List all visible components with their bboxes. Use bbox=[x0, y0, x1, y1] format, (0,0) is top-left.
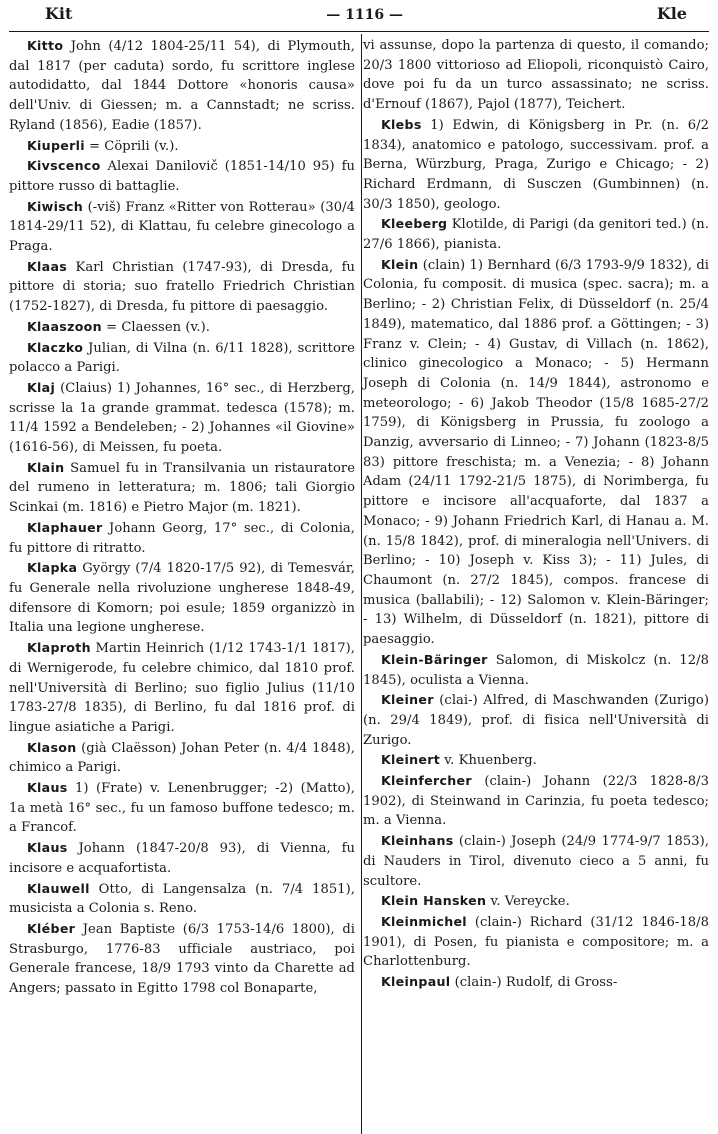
entry-text: (Claius) 1) Johannes, 16° sec., di Herzberg, scrisse la 1a grande grammat. tedesca (1578); m. 11/4 1592 a Bendeleben; - 2) Johannes «il Giovine» (1616-56), di Meissen, fu poeta. bbox=[9, 380, 355, 456]
entry-headword: Kiuperli bbox=[27, 137, 85, 153]
dictionary-entry bbox=[9, 738, 355, 778]
entry-headword: Klein-Bäringer bbox=[381, 651, 488, 667]
header-right-guide-word: Kle bbox=[656, 4, 687, 23]
entry-text: Samuel fu in Transilvania un ristauratore del rumeno in letteratura; m. 1806; tali Giorgio Scinkai (m. 1816) e Pietro Major (m. 1821). bbox=[9, 460, 355, 516]
entry-text: Jean Baptiste (6/3 1753-14/6 1800), di Strasburgo, 1776-83 ufficiale austriaco, poi Generale francese, 18/9 1793 vinto da Charette ad Angers; passato in Egitto 1798 col Bonaparte, bbox=[9, 921, 355, 997]
entry-text: 1) Edwin, di Königsberg in Pr. (n. 6/2 1834), anatomico e patologo, successivam. prof. a Berna, Würzburg, Praga, Zurigo e Chicago; - 2) Richard Erdmann, di Susczen (Gumbinnen) (n. 30/3 1850), geologo. bbox=[363, 117, 709, 212]
entry-text: Karl Christian (1747-93), di Dresda, fu pittore di storia; suo fratello Friedrich Christian (1752-1827), di Dresda, fu pittore di paesaggio. bbox=[9, 259, 355, 315]
dictionary-entry bbox=[9, 518, 355, 558]
dictionary-entry bbox=[9, 458, 355, 518]
entry-text: v. Khuenberg. bbox=[440, 753, 537, 769]
dictionary-entry bbox=[363, 891, 709, 912]
entry-headword: Klain bbox=[27, 459, 65, 475]
entry-headword: Klebs bbox=[381, 116, 422, 132]
entry-headword: Kleeberg bbox=[381, 216, 448, 232]
entry-headword: Kiwisch bbox=[27, 198, 84, 214]
entry-headword: Kleinert bbox=[381, 752, 441, 768]
entry-headword: Klapka bbox=[27, 560, 78, 576]
dictionary-entry bbox=[363, 255, 709, 650]
entry-text: (clai-) Alfred, di Maschwanden (Zurigo) (n. 29/4 1849), prof. di fisica nell'Università di Zurigo. bbox=[363, 693, 709, 748]
entry-headword: Kléber bbox=[27, 920, 76, 936]
dictionary-entry bbox=[9, 919, 355, 999]
dictionary-entry bbox=[363, 831, 709, 891]
dictionary-entry bbox=[9, 378, 355, 458]
entry-headword: Kleiner bbox=[381, 692, 434, 708]
entry-headword: Klason bbox=[27, 739, 77, 755]
dictionary-entry bbox=[363, 36, 709, 115]
header-left-guide-word: Kit bbox=[45, 4, 73, 23]
left-column bbox=[9, 36, 355, 999]
entry-text: vi assunse, dopo la partenza di questo, il comando; 20/3 1800 vittorioso ad Eliopoli, riconquistò Cairo, dove poi fu da un turco assassinato; ne scriss. d'Ernouf (1867), Pajol (1877), Teichert. bbox=[363, 38, 709, 113]
entry-headword: Klaczko bbox=[27, 339, 84, 355]
dictionary-entry bbox=[9, 257, 355, 317]
dictionary-entry bbox=[9, 136, 355, 157]
dictionary-entry bbox=[9, 197, 355, 257]
entry-headword: Klaproth bbox=[27, 640, 91, 656]
dictionary-entry bbox=[363, 912, 709, 972]
dictionary-entry bbox=[9, 838, 355, 878]
dictionary-entry bbox=[9, 36, 355, 136]
entry-text: v. Vereycke. bbox=[486, 894, 570, 910]
entry-text: (clain) 1) Bernhard (6/3 1793-9/9 1832), di Colonia, fu composit. di musica (spec. sacra); m. a Berlino; - 2) Christian Felix, di Düsseldorf (n. 25/4 1849), matematico, dal 1886 prof. a Göttingen; - 3) Franz v. Clein; - 4) Gustav, di Villach (n. 1862), clinico ginecologico a Monaco; - 5) Hermann Joseph di Colonia (n. 14/9 1844), astronomo e meteorologo; - 6) Jakob Theodor (15/8 1685-27/2 1759), di Königsberg in Prussia, fu zoologo a Danzig, avversario di Linneo; - 7) Johann (1823-8/5 83) pittore freschista; m. a Venezia; - 8) Johann Adam (24/11 1792-21/5 1875), di Norimberga, fu pittore e incisore all'acquaforte, dal 1837 a Monaco; - 9) Johann Friedrich Karl, di Hanau a. M. (n. 15/8 1842), prof. di mineralogia nell'Univers. di Berlino; - 10) Joseph v. Kiss 3); - 11) Jules, di Chaumont (n. 27/2 1845), compos. francese di musica (ballabili); - 12) Salomon v. Klein-Bäringer; - 13) Wilhelm, di Düsseldorf (n. 1821), pittore di paesaggio. bbox=[363, 257, 709, 648]
entry-text: (-viš) Franz «Ritter von Rotterau» (30/4 1814-29/11 52), di Klattau, fu celebre ginecologo a Praga. bbox=[9, 199, 355, 255]
entry-text: Johann (1847-20/8 93), di Vienna, fu incisore e acquafortista. bbox=[9, 841, 355, 876]
entry-text: (clain-) Joseph (24/9 1774-9/7 1853), di Nauders in Tirol, divenuto cieco a 5 anni, fu scultore. bbox=[363, 834, 709, 889]
entry-text: Otto, di Langensalza (n. 7/4 1851), musicista a Colonia s. Reno. bbox=[9, 881, 355, 917]
entry-headword: Klein bbox=[381, 256, 419, 272]
entry-headword: Kleinhans bbox=[381, 833, 454, 849]
entry-headword: Kleinmichel bbox=[381, 913, 467, 929]
column-divider bbox=[361, 34, 362, 1134]
text-columns bbox=[9, 36, 709, 999]
header-rule bbox=[9, 31, 709, 32]
entry-headword: Klaus bbox=[27, 840, 68, 856]
entry-headword: Klauwell bbox=[27, 880, 90, 896]
entry-text: György (7/4 1820-17/5 92), di Temesvár, fu Generale nella rivoluzione ungherese 1848-49, difensore di Komorn; poi esule; 1859 organizzò in Italia una legione ungherese. bbox=[9, 561, 355, 636]
entry-text: Alexai Danilovič (1851-14/10 95) fu pittore russo di battaglie. bbox=[9, 159, 355, 194]
entry-text: (clain-) Johann (22/3 1828-8/3 1902), di Steinwand in Carinzia, fu poeta tedesco; m. a Vienna. bbox=[363, 774, 709, 829]
entry-headword: Kleinpaul bbox=[381, 974, 451, 990]
entry-headword: Kivscenco bbox=[27, 158, 101, 174]
entry-headword: Klaphauer bbox=[27, 519, 103, 535]
entry-text: Klotilde, di Parigi (da genitori ted.) (n. 27/6 1866), pianista. bbox=[363, 217, 709, 253]
dictionary-entry bbox=[9, 317, 355, 338]
entry-text: (già Claësson) Johan Peter (n. 4/4 1848), chimico a Parigi. bbox=[9, 740, 355, 776]
dictionary-entry bbox=[363, 115, 709, 215]
page-header bbox=[9, 4, 709, 28]
dictionary-entry bbox=[9, 156, 355, 196]
right-column bbox=[363, 36, 709, 999]
dictionary-entry bbox=[363, 650, 709, 690]
entry-headword: Klaas bbox=[27, 258, 68, 274]
entry-headword: Klaj bbox=[27, 379, 56, 395]
entry-headword: Kitto bbox=[27, 38, 64, 53]
dictionary-entry bbox=[363, 750, 709, 771]
entry-headword: Klaaszoon bbox=[27, 318, 102, 334]
entry-headword: Klein Hansken bbox=[381, 893, 487, 909]
page-number: — 1116 — bbox=[326, 7, 403, 23]
dictionary-entry bbox=[363, 771, 709, 831]
entry-text: Julian, di Vilna (n. 6/11 1828), scrittore polacco a Parigi. bbox=[9, 340, 355, 376]
entry-text: Johann Georg, 17° sec., di Colonia, fu pittore di ritratto. bbox=[9, 520, 355, 556]
dictionary-entry bbox=[363, 690, 709, 750]
entry-text: Martin Heinrich (1/12 1743-1/1 1817), di Wernigerode, fu celebre chimico, dal 1810 prof. nell'Università di Berlino; suo figlio Julius (11/10 1783-27/8 1835), di Berlino, fu dal 1816 prof. di lingue asiatiche a Parigi. bbox=[9, 641, 355, 735]
dictionary-entry bbox=[9, 879, 355, 919]
entry-text: Salomon, di Miskolcz (n. 12/8 1845), oculista a Vienna. bbox=[363, 652, 709, 688]
entry-text: (clain-) Richard (31/12 1846-18/8 1901), di Posen, fu pianista e compositore; m. a Charlottenburg. bbox=[363, 914, 709, 970]
entry-headword: Kleinfercher bbox=[381, 773, 472, 789]
entry-text: (clain-) Rudolf, di Gross- bbox=[450, 975, 618, 991]
dictionary-entry bbox=[363, 972, 709, 993]
entry-headword: Klaus bbox=[27, 780, 68, 796]
dictionary-entry bbox=[9, 338, 355, 378]
dictionary-entry bbox=[9, 778, 355, 838]
dictionary-entry bbox=[363, 214, 709, 254]
entry-text: John (4/12 1804-25/11 54), di Plymouth, dal 1817 (per caduta) sordo, fu scrittore inglese autodidatto, dal 1844 Dottore «honoris causa» dell'Univ. di Giessen; m. a Cannstadt; ne scriss. Ryland (1856), Eadie (1857). bbox=[9, 39, 355, 133]
dictionary-entry bbox=[9, 558, 355, 638]
dictionary-entry bbox=[9, 638, 355, 738]
entry-text: = Claessen (v.). bbox=[101, 319, 210, 335]
entry-text: = Cöprili (v.). bbox=[84, 138, 179, 154]
entry-text: 1) (Frate) v. Lenenbrugger; -2) (Matto), 1a metà 16° sec., fu un famoso buffone tedesco; m. a Francof. bbox=[9, 781, 355, 836]
